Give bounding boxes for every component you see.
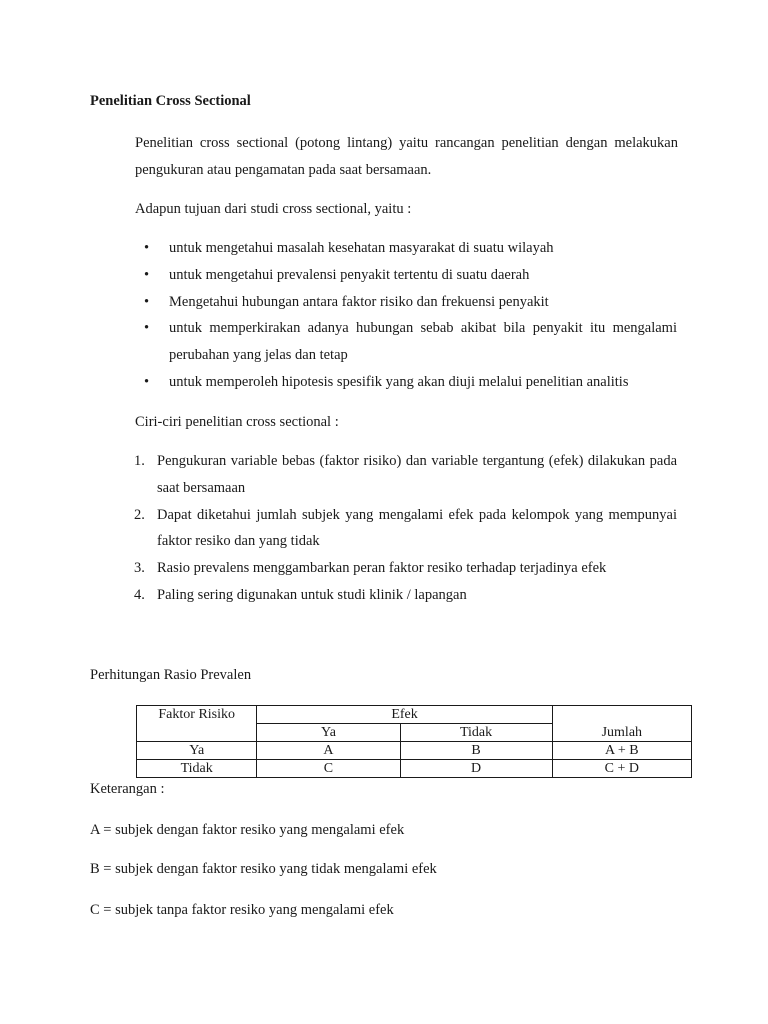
- list-item: [144, 369, 677, 396]
- list-number: 3.: [134, 560, 145, 577]
- list-item-text: untuk mengetahui prevalensi penyakit tertentu di suatu daerah: [169, 266, 530, 283]
- bullet-icon: •: [144, 373, 150, 390]
- table-cell-label: Ya: [137, 742, 257, 760]
- tujuan-list: [0, 235, 768, 396]
- table-header-tidak: Tidak: [400, 724, 552, 742]
- list-item-text: Mengetahui hubungan antara faktor risiko dan frekuensi penyakit: [169, 293, 549, 310]
- list-item-text: Rasio prevalens menggambarkan peran faktor resiko terhadap terjadinya efek: [157, 560, 607, 577]
- list-item: [134, 502, 677, 556]
- list-item: [134, 582, 677, 609]
- perhitungan-title: Perhitungan Rasio Prevalen: [90, 667, 252, 683]
- table-cell-jumlah: A + B: [552, 742, 691, 760]
- list-item-text: Paling sering digunakan untuk studi klinik / lapangan: [157, 586, 467, 603]
- list-item-text: Dapat diketahui jumlah subjek yang mengalami efek pada kelompok yang mempunyai faktor resiko dan yang tidak: [157, 506, 677, 550]
- list-item: [144, 262, 677, 289]
- list-item: [134, 555, 677, 582]
- document-title: Penelitian Cross Sectional: [90, 93, 251, 109]
- table-header-efek: Efek: [257, 706, 552, 724]
- bullet-icon: •: [144, 320, 150, 337]
- keterangan-item: C = subjek tanpa faktor resiko yang mengalami efek: [90, 902, 394, 918]
- tujuan-intro: Adapun tujuan dari studi cross sectional, yaitu :: [135, 201, 412, 217]
- list-number: 1.: [134, 453, 145, 469]
- list-item-text: untuk memperoleh hipotesis spesifik yang akan diuji melalui penelitian analitis: [169, 373, 629, 390]
- table-header-jumlah: Jumlah: [552, 706, 691, 742]
- list-item: [144, 235, 677, 262]
- table-row: [137, 760, 692, 778]
- list-item: [134, 448, 677, 502]
- definition-paragraph: Penelitian cross sectional (potong lintang) yaitu rancangan penelitian dengan melakukan pengukuran atau pengamatan pada saat bersamaan.: [135, 135, 678, 178]
- rasio-prevalen-table: [136, 705, 692, 778]
- keterangan-label: Keterangan :: [90, 781, 165, 797]
- table-cell-jumlah: C + D: [552, 760, 691, 778]
- bullet-icon: •: [144, 240, 150, 256]
- list-item-text: Pengukuran variable bebas (faktor risiko) dan variable tergantung (efek) dilakukan pada saat bersamaan: [157, 453, 677, 496]
- list-item: [144, 289, 677, 316]
- table-header-ya: Ya: [257, 724, 400, 742]
- ciri-list: [0, 448, 768, 609]
- keterangan-item: B = subjek dengan faktor resiko yang tidak mengalami efek: [90, 861, 437, 877]
- table-cell-ya: C: [257, 760, 400, 778]
- table-cell-label: Tidak: [137, 760, 257, 778]
- keterangan-item: A = subjek dengan faktor resiko yang mengalami efek: [90, 822, 405, 838]
- table-row: [137, 742, 692, 760]
- list-item-text: untuk mengetahui masalah kesehatan masyarakat di suatu wilayah: [169, 240, 554, 256]
- table-cell-tidak: D: [400, 760, 552, 778]
- list-item: [144, 315, 677, 369]
- table-cell-tidak: B: [400, 742, 552, 760]
- list-number: 2.: [134, 506, 145, 523]
- list-number: 4.: [134, 586, 145, 603]
- list-item-text: untuk memperkirakan adanya hubungan sebab akibat bila penyakit itu mengalami perubahan yang jelas dan tetap: [169, 320, 677, 364]
- bullet-icon: •: [144, 266, 150, 283]
- table-cell-ya: A: [257, 742, 400, 760]
- table-header-faktor: Faktor Risiko: [137, 706, 257, 742]
- ciri-intro: Ciri-ciri penelitian cross sectional :: [135, 414, 339, 430]
- bullet-icon: •: [144, 293, 150, 310]
